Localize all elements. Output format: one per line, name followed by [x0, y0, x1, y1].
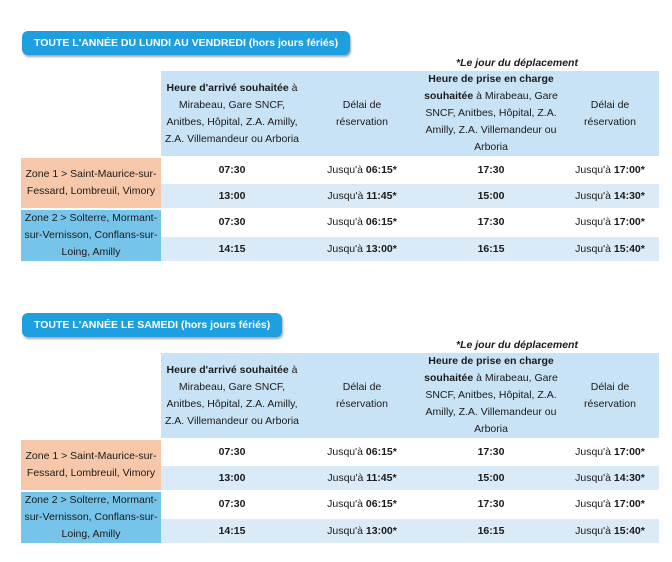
arrival-time: 07:30 — [161, 491, 303, 518]
zone-1-cell: Zone 1 > Saint-Maurice-sur-Fessard, Lombreuil, Vimory — [21, 439, 161, 491]
header-pickup — [421, 71, 561, 157]
header-delay-1-text: Délai de réservation — [336, 380, 388, 410]
pickup-time: 17:30 — [421, 209, 561, 236]
reservation-deadline: Jusqu'à 15:40* — [561, 236, 659, 262]
table-row — [21, 157, 659, 183]
saturday-banner: TOUTE L'ANNÉE LE SAMEDI (hors jours fériés) — [22, 313, 282, 337]
travel-day-note: *Le jour du déplacement — [456, 57, 578, 69]
header-row — [21, 71, 659, 157]
pickup-time: 15:00 — [421, 183, 561, 209]
table-row — [21, 439, 659, 465]
header-arrival-bold: Heure d'arrivé souhaitée — [166, 363, 289, 376]
reservation-deadline: Jusqu'à 06:15* — [303, 209, 421, 236]
header-arrival-rest: à Mirabeau, Gare SNCF, Anitbes, Hôpital, Z.A. Amilly, Z.A. Villemandeur ou Arboria — [164, 363, 300, 427]
header-delay-1 — [303, 353, 421, 439]
arrival-time: 14:15 — [161, 236, 303, 262]
reservation-deadline: Jusqu'à 13:00* — [303, 518, 421, 544]
reservation-deadline: Jusqu'à 06:15* — [303, 439, 421, 465]
saturday-schedule-table — [21, 353, 659, 543]
header-arrival — [161, 71, 303, 157]
zone-1-cell: Zone 1 > Saint-Maurice-sur-Fessard, Lombreuil, Vimory — [21, 157, 161, 209]
reservation-deadline: Jusqu'à 11:45* — [303, 465, 421, 491]
header-pickup-bold: Heure de prise en charge souhaitée — [424, 73, 554, 102]
reservation-deadline: Jusqu'à 11:45* — [303, 183, 421, 209]
pickup-time: 17:30 — [421, 157, 561, 183]
arrival-time: 13:00 — [161, 465, 303, 491]
reservation-deadline: Jusqu'à 13:00* — [303, 236, 421, 262]
travel-day-note: *Le jour du déplacement — [456, 339, 578, 351]
header-delay-2-text: Délai de réservation — [584, 98, 636, 128]
zone-2-cell: Zone 2 > Solterre, Mormant-sur-Vernisson, Conflans-sur-Loing, Amilly — [21, 491, 161, 543]
header-delay-1-text: Délai de réservation — [336, 98, 388, 128]
header-delay-1 — [303, 71, 421, 157]
table-row — [21, 209, 659, 236]
reservation-deadline: Jusqu'à 17:00* — [561, 209, 659, 236]
header-row — [21, 353, 659, 439]
header-arrival-rest: à Mirabeau, Gare SNCF, Anitbes, Hôpital, Z.A. Amilly, Z.A. Villemandeur ou Arboria — [164, 81, 300, 145]
header-delay-2-text: Délai de réservation — [584, 380, 636, 410]
arrival-time: 07:30 — [161, 157, 303, 183]
table-row — [21, 491, 659, 518]
arrival-time: 07:30 — [161, 439, 303, 465]
pickup-time: 16:15 — [421, 236, 561, 262]
reservation-deadline: Jusqu'à 06:15* — [303, 491, 421, 518]
reservation-deadline: Jusqu'à 06:15* — [303, 157, 421, 183]
reservation-deadline: Jusqu'à 17:00* — [561, 439, 659, 465]
weekday-schedule-table — [21, 71, 659, 261]
header-pickup — [421, 353, 561, 439]
pickup-time: 16:15 — [421, 518, 561, 544]
header-arrival — [161, 353, 303, 439]
header-blank-cell — [21, 353, 161, 439]
arrival-time: 07:30 — [161, 209, 303, 236]
header-pickup-rest: à Mirabeau, Gare SNCF, Anitbes, Hôpital, Z.A. Amilly, Z.A. Villemandeur ou Arboria — [425, 372, 558, 435]
header-delay-2 — [561, 353, 659, 439]
header-delay-2 — [561, 71, 659, 157]
reservation-deadline: Jusqu'à 14:30* — [561, 183, 659, 209]
header-blank-cell — [21, 71, 161, 157]
pickup-time: 17:30 — [421, 491, 561, 518]
header-arrival-bold: Heure d'arrivé souhaitée — [166, 81, 289, 94]
arrival-time: 14:15 — [161, 518, 303, 544]
header-pickup-bold: Heure de prise en charge souhaitée — [424, 355, 554, 384]
reservation-deadline: Jusqu'à 17:00* — [561, 157, 659, 183]
reservation-deadline: Jusqu'à 17:00* — [561, 491, 659, 518]
reservation-deadline: Jusqu'à 14:30* — [561, 465, 659, 491]
header-pickup-rest: à Mirabeau, Gare SNCF, Anitbes, Hôpital, Z.A. Amilly, Z.A. Villemandeur ou Arboria — [425, 90, 558, 153]
reservation-deadline: Jusqu'à 15:40* — [561, 518, 659, 544]
zone-2-cell: Zone 2 > Solterre, Mormant-sur-Vernisson, Conflans-sur-Loing, Amilly — [21, 209, 161, 261]
pickup-time: 17:30 — [421, 439, 561, 465]
weekday-banner: TOUTE L'ANNÉE DU LUNDI AU VENDREDI (hors jours fériés) — [22, 31, 350, 55]
pickup-time: 15:00 — [421, 465, 561, 491]
arrival-time: 13:00 — [161, 183, 303, 209]
